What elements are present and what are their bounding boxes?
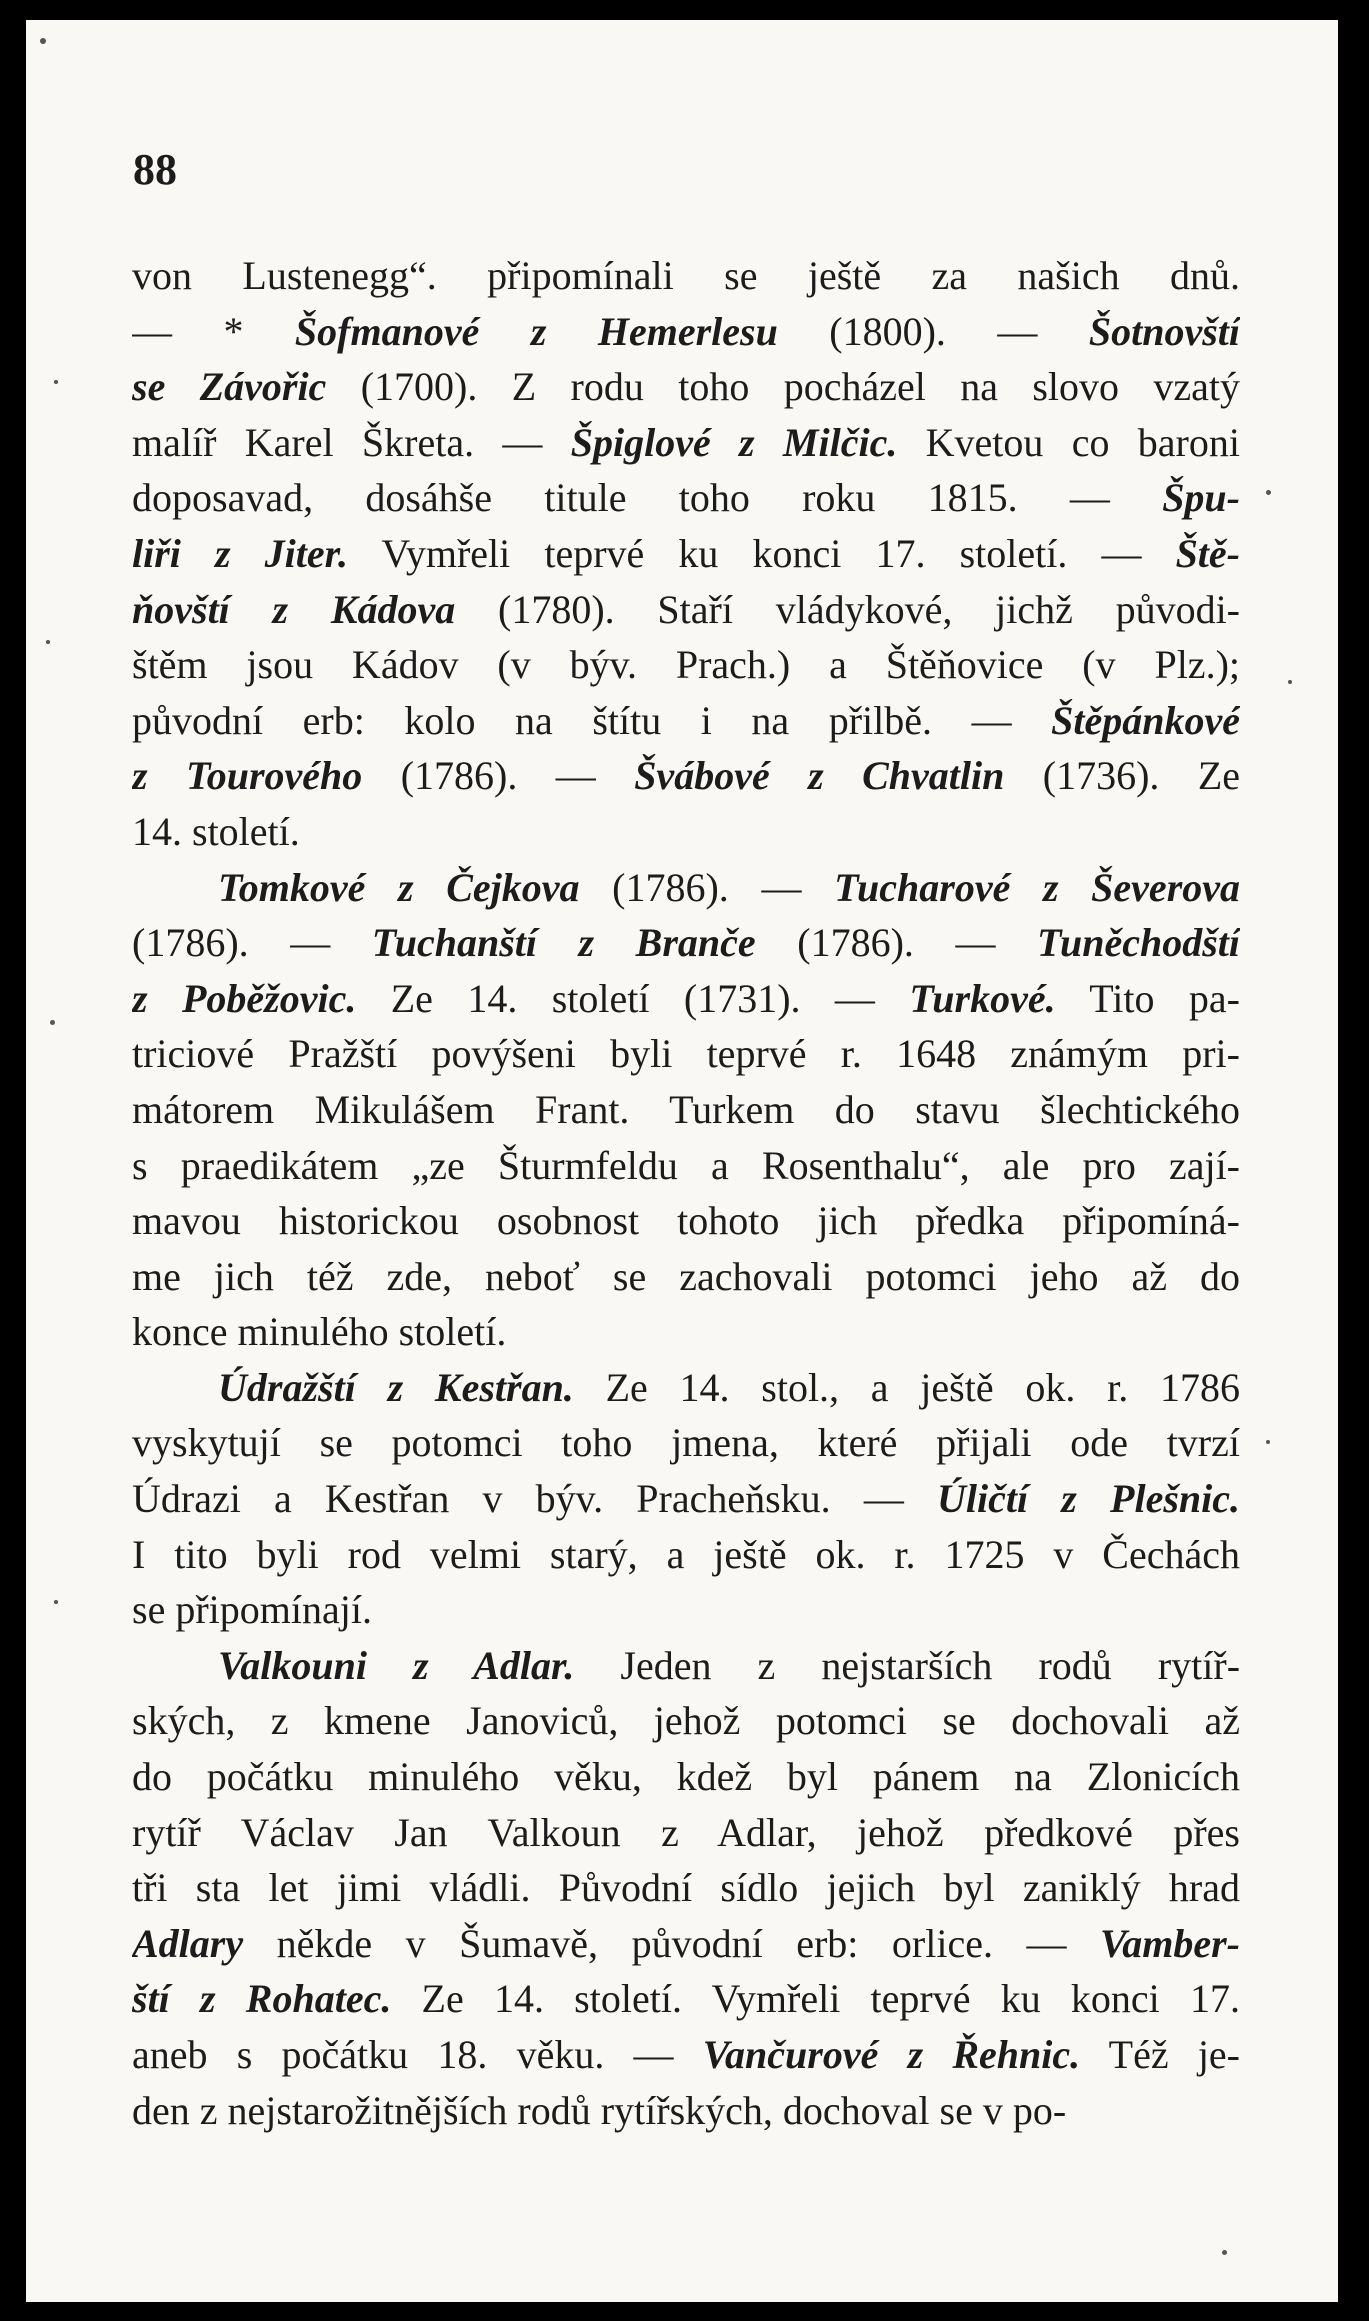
book-page [26,20,1338,2302]
text-line [132,1916,1240,1972]
text-line [132,1527,1240,1583]
text-run: Ze 14. století. Vymřeli teprvé ku konci 17. [391,1976,1240,2022]
text-line [132,804,1240,860]
text-run: von Lustenegg“. připomínali se ještě za našich dnů. [132,253,1240,298]
text-run: Vymřeli teprvé ku konci 17. století. — [348,530,1176,576]
text-line [132,1249,1240,1305]
text-run: (1786). — [579,864,835,910]
text-line [132,1471,1240,1527]
text-run: triciové Pražští povýšeni byli teprvé r. 1648 známým pri- [132,1031,1240,1077]
italic-name: Vamber- [1100,1920,1240,1966]
italic-name: Šofmanové z Hemerlesu [294,308,778,354]
text-run: Kvetou co baroni [897,419,1240,465]
text-line [132,1026,1240,1082]
italic-name: se Závořic [132,364,327,410]
text-run: Ze 14. stol., a ještě ok. r. 1786 [573,1364,1240,1410]
text-line [132,415,1240,471]
text-run: mavou historickou osobnost tohoto jich předka připomíná- [132,1198,1240,1244]
text-line [132,2083,1240,2139]
text-run: (1786). — [362,753,635,799]
text-line [132,693,1240,749]
italic-name: ští z Rohatec. [132,1976,392,2022]
text-line [132,1415,1240,1471]
text-line [132,1805,1240,1861]
text-line [132,1138,1240,1194]
text-run: me jich též zde, neboť se zachovali potomci jeho až do [132,1253,1240,1299]
italic-name: Špiglové z Milčic. [570,419,898,465]
text-run: (1780). Staří vládykové, jichž původi- [455,586,1240,632]
text-run: ských, z kmene Janoviců, jehož potomci se dochovali až [132,1698,1240,1744]
italic-name: Turkové. [909,975,1056,1021]
text-run: někde v Šumavě, původní erb: orlice. — [243,1920,1100,1966]
text-run: Údrazi a Kestřan v býv. Pracheňsku. — [132,1476,938,1522]
text-line [132,748,1240,804]
italic-name: ňovští z Kádova [132,586,456,632]
italic-name: liři z Jiter. [132,530,349,576]
text-run: štěm jsou Kádov (v býv. Prach.) a Štěňovice (v Plz.); [132,642,1240,688]
text-line [132,1638,1240,1694]
italic-name: Šotnovští [1088,308,1240,354]
text-run: (1786). — [755,920,1038,966]
text-line [132,248,1240,304]
text-run: se připomínají. [132,1587,372,1633]
text-run: Tito pa- [1055,975,1240,1021]
italic-name: Tuněchodští [1037,920,1240,966]
text-run: — * [132,308,295,354]
text-line [132,971,1240,1027]
text-run: Jeden z nejstarších rodů rytíř- [574,1642,1240,1688]
text-line [132,2027,1240,2083]
text-run: Ze 14. století (1731). — [356,975,910,1021]
text-run: konce minulého století. [132,1309,507,1355]
text-run: s praedikátem „ze Šturmfeldu a Rosenthalu“, ale pro zají- [132,1142,1240,1188]
text-run: malíř Karel Škreta. — [132,419,571,465]
text-line [132,1749,1240,1805]
text-line [132,359,1240,415]
body-text [132,248,1240,2138]
text-line [132,1693,1240,1749]
text-run: aneb s počátku 18. věku. — [132,2032,703,2077]
text-run: (1800). — [777,308,1089,354]
text-run: rytíř Václav Jan Valkoun z Adlar, jehož předkové přes [132,1809,1240,1855]
text-line [132,1082,1240,1138]
italic-name: Ště- [1175,530,1240,576]
italic-name: Valkouni z Adlar. [218,1642,575,1688]
italic-name: Tomkové z Čejkova [218,864,580,910]
text-run: mátorem Mikulášem Frant. Turkem do stavu šlechtického [132,1086,1240,1132]
text-run: Též je- [1080,2032,1240,2077]
text-line [132,637,1240,693]
italic-name: Švábové z Chvatlin [634,753,1005,799]
italic-name: z Poběžovic. [132,975,357,1021]
text-run: (1786). — [132,920,372,966]
italic-name: Údražští z Kestřan. [218,1364,574,1410]
text-line [132,582,1240,638]
italic-name: z Tourového [132,753,363,799]
italic-name: Úličtí z Plešnic. [937,1476,1240,1522]
text-line [132,526,1240,582]
text-run: původní erb: kolo na štítu i na přilbě. — [132,697,1052,743]
italic-name: Štěpánkové [1051,697,1240,743]
text-run: den z nejstarožitnějších rodů rytířských, dochoval se v po- [132,2087,1067,2133]
italic-name: Adlary [132,1920,244,1966]
text-line [132,1304,1240,1360]
text-run: vyskytují se potomci toho jmena, které přijali ode tvrzí [132,1420,1240,1466]
page-number: 88 [133,145,177,194]
text-run: do počátku minulého věku, kdež byl pánem na Zlonicích [132,1754,1240,1800]
italic-name: Tuchanští z Branče [371,920,756,966]
text-line [132,1582,1240,1638]
text-line [132,1360,1240,1416]
text-run: tři sta let jimi vládli. Původní sídlo jejich byl zaniklý hrad [132,1865,1240,1911]
italic-name: Špu- [1162,475,1240,521]
italic-name: Tucharové z Ševerova [834,864,1240,910]
text-line [132,1193,1240,1249]
italic-name: Vančurové z Řehnic. [702,2032,1081,2077]
text-line [132,915,1240,971]
text-run: doposavad, dosáhše titule toho roku 1815. — [132,475,1163,521]
text-line [132,860,1240,916]
text-line [132,304,1240,360]
text-run: 14. století. [132,808,300,854]
text-line [132,1971,1240,2027]
text-run: I tito byli rod velmi starý, a ještě ok. r. 1725 v Čechách [132,1531,1240,1577]
text-line [132,470,1240,526]
text-run: (1700). Z rodu toho pocházel na slovo vzatý [326,364,1240,410]
text-line [132,1860,1240,1916]
text-run: (1736). Ze [1004,753,1240,799]
